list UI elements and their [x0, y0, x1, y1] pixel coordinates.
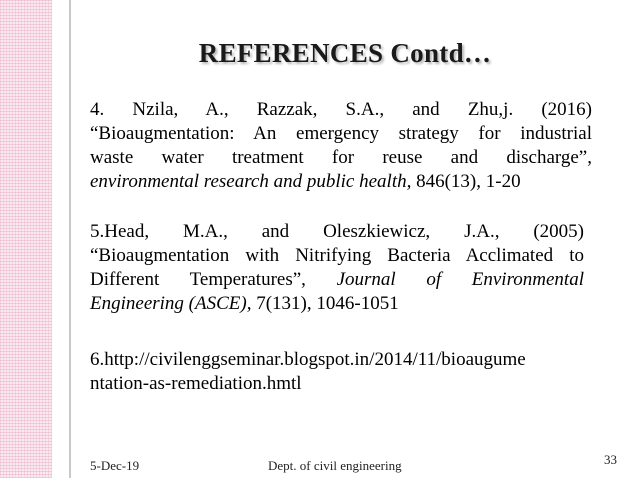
- reference-4-line-1: 4. Nzila, A., Razzak, S.A., and Zhu,j. (2016): [90, 99, 592, 120]
- reference-5-line-3: [90, 268, 584, 292]
- reference-4-line-3: waste water treatment for reuse and discharge”,: [90, 147, 592, 168]
- reference-5-journal-cont: Engineering (ASCE),: [90, 293, 252, 314]
- decorative-divider-line: [69, 0, 71, 478]
- reference-4-line-4: [90, 170, 592, 194]
- decorative-side-band: [0, 0, 52, 478]
- footer-date: 5-Dec-19: [90, 458, 140, 473]
- reference-4-journal: environmental research and public health,: [90, 171, 412, 192]
- reference-5-line-1: 5.Head, M.A., and Oleszkiewicz, J.A., (2005): [90, 221, 584, 242]
- reference-5: [90, 220, 584, 316]
- reference-5-line-4: [90, 292, 584, 316]
- page-number: 33: [604, 452, 617, 467]
- reference-4: [90, 98, 592, 194]
- reference-4-line-2: “Bioaugmentation: An emergency strategy for industrial: [90, 123, 592, 144]
- footer-department: Dept. of civil engineering: [268, 458, 402, 473]
- reference-5-title-end: Different Temperatures”,: [90, 269, 337, 290]
- reference-5-volume-pages: 7(131), 1046-1051: [251, 293, 399, 314]
- reference-5-journal: Journal of Environmental: [336, 269, 584, 290]
- reference-4-volume-pages: 846(13), 1-20: [411, 171, 521, 192]
- reference-5-line-2: “Bioaugmentation with Nitrifying Bacteria Acclimated to: [90, 245, 584, 266]
- slide-title: REFERENCES Contd…: [198, 38, 492, 68]
- reference-6: [90, 348, 590, 396]
- reference-6-line-1: 6.http://civilenggseminar.blogspot.in/2014/11/bioaugume: [90, 349, 526, 370]
- reference-6-line-2: ntation-as-remediation.hmtl: [90, 373, 302, 394]
